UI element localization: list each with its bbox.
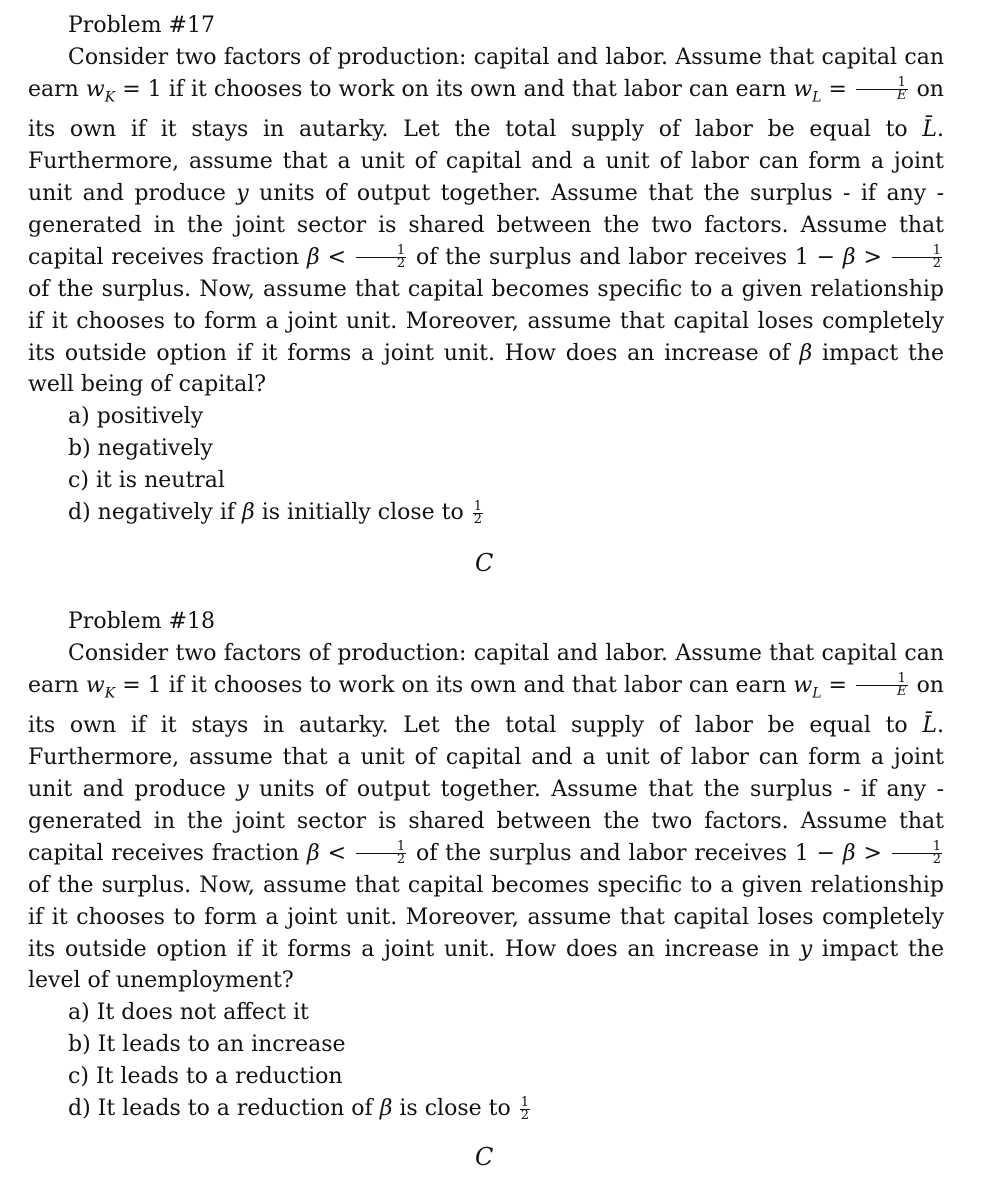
text-segment: < xyxy=(319,840,354,866)
answer-key: C xyxy=(475,549,494,577)
text-segment: units of output together. Assume that the surplus - if any - generated in the joint sector is shared between the two factors. Assume that capital receives fraction xyxy=(28,181,945,270)
problem-title: Problem #17 xyxy=(68,13,215,38)
problem-statement xyxy=(28,42,944,401)
text-segment: Consider two factors of production: capital and labor. Assume that capital can earn xyxy=(28,45,944,102)
problem-17 xyxy=(28,10,945,577)
math-w: $w_L$ xyxy=(793,76,822,106)
problem-title: Problem #18 xyxy=(68,609,215,634)
text-segment: of the surplus. Now, assume that capital becomes specific to a given relationship if it chooses to form a joint unit. Moreover, assume that capital loses completely its outside option if it forms a joint unit. How does an increase of xyxy=(28,276,944,366)
option-b: b) negatively xyxy=(68,436,213,462)
math-l-bar: L̄ xyxy=(922,117,937,143)
fraction-one-half: $\frac{1}{2}$ xyxy=(356,245,406,270)
math-y: y xyxy=(799,936,813,962)
option-c: c) It leads to a reduction xyxy=(68,1064,343,1090)
text-segment: on its own if it stays in autarky. Let the total supply of labor be equal to xyxy=(28,672,944,739)
fraction-one-half: $\frac{1}{2}$ xyxy=(473,498,483,527)
fraction-1-over-e: $\frac{1}{E}$ xyxy=(856,673,908,698)
answer-key: C xyxy=(475,1143,494,1171)
math-beta: β xyxy=(842,840,856,866)
text-segment: impact the level of unemployment? xyxy=(28,936,944,994)
text-segment: impact the well being of capital? xyxy=(28,340,944,398)
option-b: b) It leads to an increase xyxy=(68,1032,346,1058)
text-segment: Consider two factors of production: capital and labor. Assume that capital can earn xyxy=(28,641,944,698)
answer-options xyxy=(28,997,944,1125)
math-w: $w_L$ xyxy=(793,672,822,702)
math-w: $w_K$ xyxy=(85,76,116,106)
problem-18 xyxy=(28,606,945,1171)
fraction-one-half: $\frac{1}{2}$ xyxy=(892,841,942,866)
text-segment: = 1 if it chooses to work on its own and that labor can earn xyxy=(115,76,794,102)
option-c: c) it is neutral xyxy=(68,468,225,494)
option-a: a) positively xyxy=(68,404,204,430)
math-y: y xyxy=(236,181,249,207)
math-l-bar: L̄ xyxy=(922,713,937,739)
fraction-1-over-e: $\frac{1}{E}$ xyxy=(856,77,908,102)
text-segment: = xyxy=(821,76,855,102)
problem-statement xyxy=(28,638,944,997)
text-segment: of the surplus and labor receives 1 − xyxy=(408,244,843,270)
text-segment: of the surplus. Now, assume that capital becomes specific to a given relationship if it chooses to form a joint unit. Moreover, assume that capital loses completely its outside option if it forms a joint unit. How does an increase in xyxy=(28,872,944,962)
option-d: d) It leads to a reduction of β is close to $\frac{1}{2}$ xyxy=(68,1094,529,1123)
text-segment: > xyxy=(855,244,890,270)
text-segment: on its own if it stays in autarky. Let the total supply of labor be equal to xyxy=(28,76,944,143)
text-segment: of the surplus and labor receives 1 − xyxy=(408,840,843,866)
text-segment: . Furthermore, assume that a unit of capital and a unit of labor can form a joint unit and produce xyxy=(28,713,944,803)
math-w: $w_K$ xyxy=(85,672,116,702)
answer-options xyxy=(28,401,944,529)
text-segment: . Furthermore, assume that a unit of capital and a unit of labor can form a joint unit and produce xyxy=(28,117,944,207)
fraction-one-half: $\frac{1}{2}$ xyxy=(892,245,942,270)
math-y: y xyxy=(236,777,249,803)
math-beta: β xyxy=(799,340,813,366)
math-beta: β xyxy=(307,244,320,270)
fraction-one-half: $\frac{1}{2}$ xyxy=(356,841,406,866)
option-d: d) negatively if β is initially close to $\frac{1}{2}$ xyxy=(68,498,483,527)
math-beta: β xyxy=(842,244,856,270)
fraction-one-half: $\frac{1}{2}$ xyxy=(520,1094,529,1123)
option-a: a) It does not affect it xyxy=(68,1000,309,1026)
text-segment: < xyxy=(319,244,354,270)
math-beta: β xyxy=(307,840,320,866)
text-segment: > xyxy=(855,840,890,866)
text-segment: = 1 if it chooses to work on its own and that labor can earn xyxy=(115,672,794,698)
text-segment: = xyxy=(821,672,855,698)
text-segment: units of output together. Assume that the surplus - if any - generated in the joint sector is shared between the two factors. Assume that capital receives fraction xyxy=(28,777,945,866)
